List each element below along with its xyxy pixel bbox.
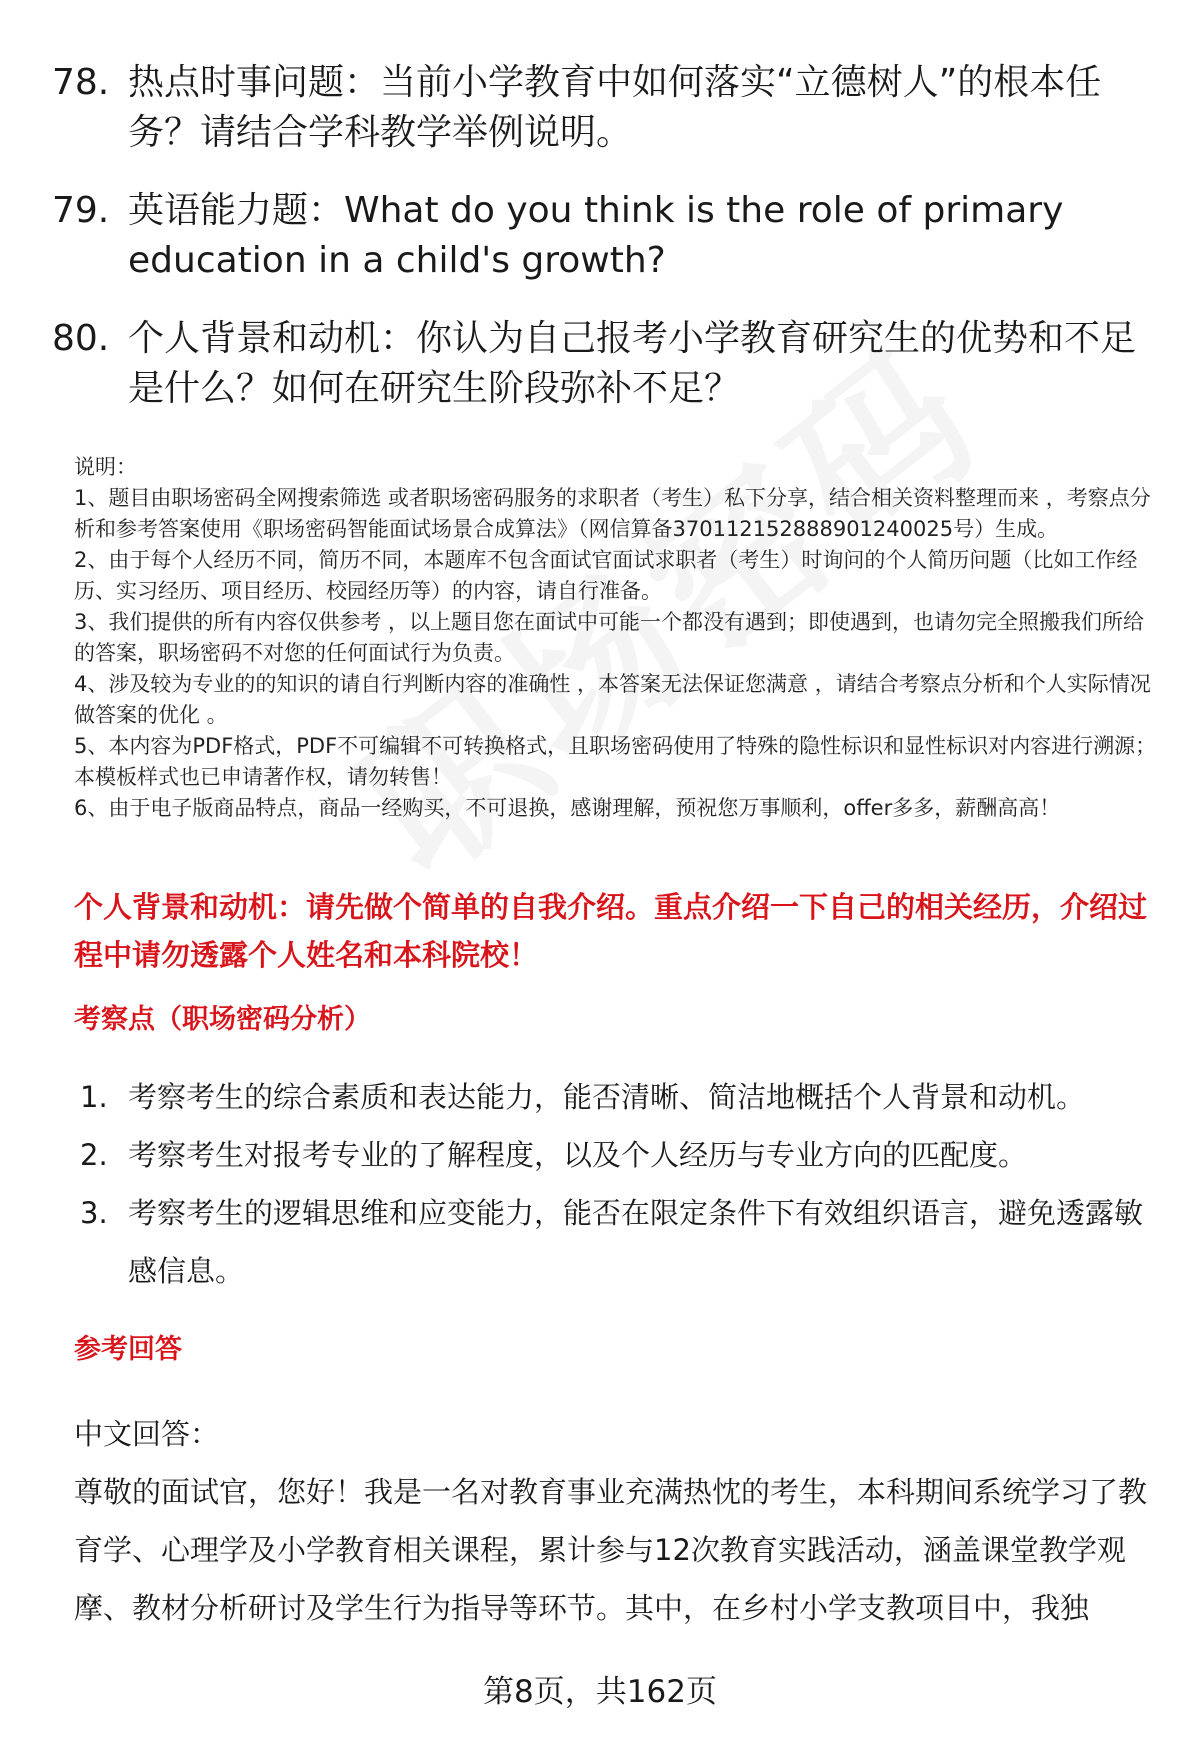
question-text: 英语能力题：What do you think is the role of primary education in a child's growth? xyxy=(128,190,1064,281)
question-number: 78. xyxy=(52,62,110,103)
note-item: 3、我们提供的所有内容仅供参考 ，以上题目您在面试中可能一个都没有遇到；即使遇到，也请勿完全照搬我们所给的答案，职场密码不对您的任何面试行为负责。 xyxy=(74,610,1145,665)
points-heading: 考察点（职场密码分析） xyxy=(74,1004,371,1035)
answer-label: 中文回答： xyxy=(74,1417,220,1451)
note-item: 6、由于电子版商品特点，商品一经购买，不可退换，感谢理解，预祝您万事顺利，offer多多，薪酬高高！ xyxy=(74,796,1061,820)
note-item: 4、涉及较为专业的的知识的请自行判断内容的准确性 ，本答案无法保证您满意 ，请结合考察点分析和个人实际情况做答案的优化 。 xyxy=(74,672,1151,727)
point-text: 考察考生对报考专业的了解程度，以及个人经历与专业方向的匹配度。 xyxy=(128,1138,1028,1172)
point-text: 考察考生的综合素质和表达能力，能否清晰、简洁地概括个人背景和动机。 xyxy=(128,1080,1086,1114)
question-list xyxy=(52,58,1152,442)
question-item xyxy=(52,58,1152,158)
page-footer: 第8页，共162页 xyxy=(483,1674,717,1710)
point-number: 2. xyxy=(80,1138,108,1172)
point-number: 1. xyxy=(80,1080,108,1114)
point-item xyxy=(80,1068,1160,1126)
point-text: 考察考生的逻辑思维和应变能力，能否在限定条件下有效组织语言，避免透露敏感信息。 xyxy=(128,1196,1144,1288)
current-question-heading: 个人背景和动机：请先做个简单的自我介绍。重点介绍一下自己的相关经历，介绍过程中请勿透露个人姓名和本科院校！ xyxy=(74,890,1148,972)
assessment-points xyxy=(80,1068,1160,1300)
answer-text: 尊敬的面试官，您好！我是一名对教育事业充满热忱的考生，本科期间系统学习了教育学、心理学及小学教育相关课程，累计参与12次教育实践活动，涵盖课堂教学观摩、教材分析研讨及学生行为指导等环节。其中，在乡村小学支教项目中，我独 xyxy=(74,1475,1148,1625)
question-item xyxy=(52,314,1152,414)
question-item xyxy=(52,186,1152,286)
note-item: 2、由于每个人经历不同，简历不同，本题库不包含面试官面试求职者（考生）时询问的个人简历问题（比如工作经历、实习经历、项目经历、校园经历等）的内容，请自行准备。 xyxy=(74,548,1138,603)
note-item: 1、题目由职场密码全网搜索筛选 或者职场密码服务的求职者（考生）私下分享，结合相关资料整理而来 ，考察点分析和参考答案使用《职场密码智能面试场景合成算法》（网信算备370112152888901240025号）生成。 xyxy=(74,486,1151,541)
point-item xyxy=(80,1126,1160,1184)
question-text: 个人背景和动机：你认为自己报考小学教育研究生的优势和不足是什么？如何在研究生阶段弥补不足？ xyxy=(128,318,1137,409)
answer-heading: 参考回答 xyxy=(74,1334,182,1365)
question-number: 79. xyxy=(52,190,110,231)
note-item: 5、本内容为PDF格式，PDF不可编辑不可转换格式，且职场密码使用了特殊的隐性标识和显性标识对内容进行溯源；本模板样式也已申请著作权，请勿转售！ xyxy=(74,734,1157,789)
disclaimer-notes xyxy=(74,452,1160,824)
question-text: 热点时事问题：当前小学教育中如何落实“立德树人”的根本任务？请结合学科教学举例说明。 xyxy=(128,62,1102,153)
question-number: 80. xyxy=(52,318,110,359)
notes-title: 说明： xyxy=(74,455,137,479)
point-item xyxy=(80,1184,1160,1300)
point-number: 3. xyxy=(80,1196,108,1230)
answer-block xyxy=(74,1405,1160,1637)
